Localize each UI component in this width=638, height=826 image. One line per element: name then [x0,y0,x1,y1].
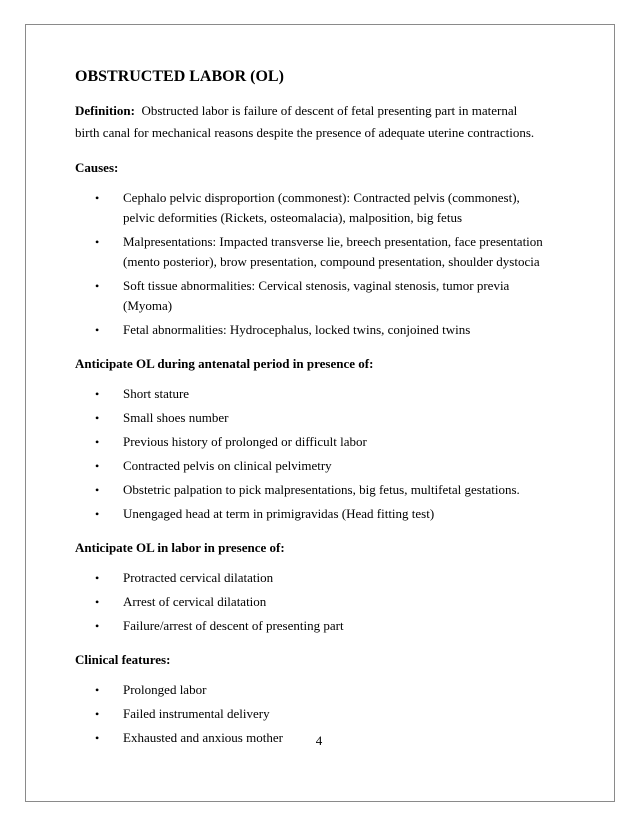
bullet-icon: • [95,387,100,401]
list-item: • Obstetric palpation to pick malpresentations, big fetus, multifetal gestations. [75,480,545,500]
definition-paragraph [75,100,545,144]
bullet-icon: • [95,459,100,473]
list-item: • Short stature [75,384,545,404]
causes-list [75,188,545,340]
list-item: • Protracted cervical dilatation [75,568,545,588]
list-item: • Arrest of cervical dilatation [75,592,545,612]
bullet-icon: • [95,483,100,497]
definition-text: Obstructed labor is failure of descent of fetal presenting part in maternal birth canal for mechanical reasons despite the presence of adequate uterine contractions. [75,103,535,140]
bullet-icon: • [95,707,100,721]
bullet-icon: • [95,235,100,249]
bullet-icon: • [95,323,100,337]
list-item: • Exhausted and anxious mother [75,728,545,748]
list-item: • Cephalo pelvic disproportion (commonest): Contracted pelvis (commonest), pelvic deformities (Rickets, osteomalacia), malposition, big fetus [95,190,520,225]
list-item: • Contracted pelvis on clinical pelvimetry [75,456,545,476]
page-number: 4 [315,733,323,748]
bullet-icon: • [95,595,100,609]
definition-label: Definition: [75,103,135,118]
clinical-heading: Clinical features: [75,652,171,667]
document-title: OBSTRUCTED LABOR (OL) [75,68,284,85]
bullet-icon: • [95,507,100,521]
bullet-icon: • [95,683,100,697]
labor-list [75,568,545,636]
list-item: • Fetal abnormalities: Hydrocephalus, locked twins, conjoined twins [75,320,545,340]
labor-heading: Anticipate OL in labor in presence of: [75,540,285,555]
bullet-icon: • [95,411,100,425]
document-body [75,66,545,752]
list-item: • Previous history of prolonged or difficult labor [75,432,545,452]
list-item: • Unengaged head at term in primigravidas (Head fitting test) [75,504,545,524]
bullet-icon: • [95,279,100,293]
list-item: • Malpresentations: Impacted transverse lie, breech presentation, face presentation (mento posterior), brow presentation, compound presentation, shoulder dystocia [95,234,543,269]
list-item: • Soft tissue abnormalities: Cervical stenosis, vaginal stenosis, tumor previa (Myoma) [95,278,510,313]
list-item: • Prolonged labor [75,680,545,700]
list-item: • Small shoes number [75,408,545,428]
bullet-icon: • [95,731,100,745]
list-item: • Failed instrumental delivery [75,704,545,724]
antenatal-list [75,384,545,524]
list-item: • Failure/arrest of descent of presenting part [75,616,545,636]
bullet-icon: • [95,619,100,633]
bullet-icon: • [95,191,100,205]
antenatal-heading: Anticipate OL during antenatal period in presence of: [75,356,374,371]
bullet-icon: • [95,571,100,585]
bullet-icon: • [95,435,100,449]
causes-heading: Causes: [75,160,119,175]
